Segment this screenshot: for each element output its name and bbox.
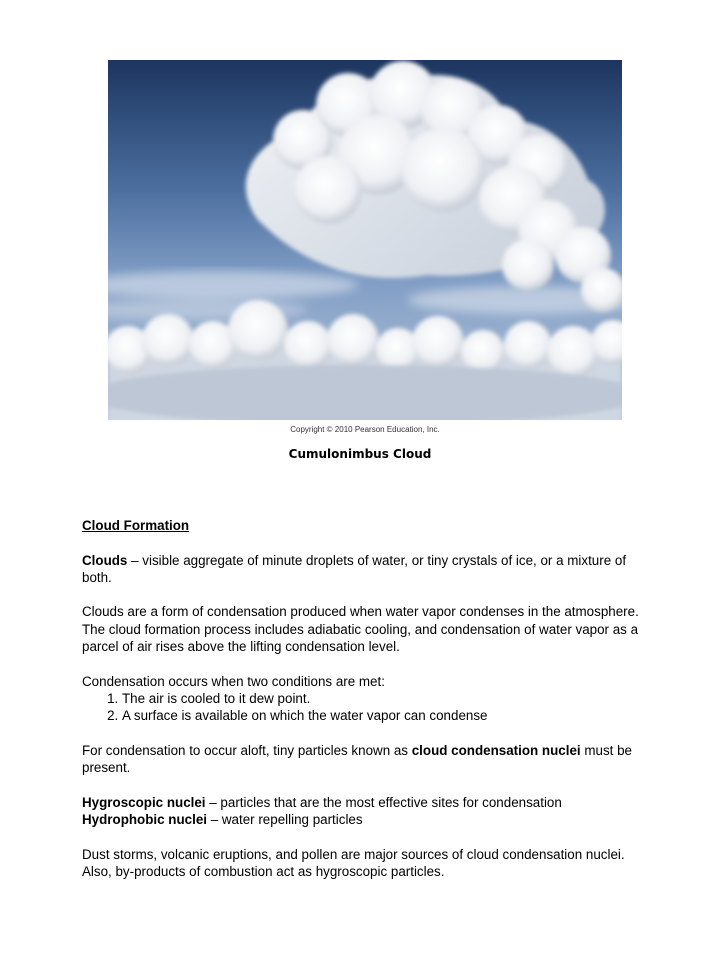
aloft-text-before: For condensation to occur aloft, tiny particles known as	[82, 742, 412, 758]
sources-paragraph: Dust storms, volcanic eruptions, and pollen are major sources of cloud condensation nuclei. Also, by-products of combustion act as hygroscopic particles.	[82, 846, 625, 879]
clouds-definition	[82, 552, 642, 587]
clouds-term: Clouds	[82, 552, 128, 568]
condition-item: 1. The air is cooled to it dew point.	[122, 690, 642, 707]
hygroscopic-definition	[82, 794, 642, 811]
hygroscopic-term: Hygroscopic nuclei	[82, 794, 206, 810]
condensation-paragraph: Clouds are a form of condensation produced when water vapor condenses in the atmosphere. The cloud formation process includes adiabatic cooling, and condensation of water vapor as a parcel of air rises above the lifting condensation level.	[82, 604, 639, 655]
figure-caption: Cumulonimbus Cloud	[288, 447, 432, 461]
hydrophobic-definition	[82, 811, 642, 828]
copyright-notice: Copyright © 2010 Pearson Education, Inc.	[290, 425, 440, 434]
hydrophobic-term: Hydrophobic nuclei	[82, 812, 207, 828]
cloud-condensation-nuclei-term: cloud condensation nuclei	[411, 742, 581, 758]
cloud-formation-section	[82, 517, 642, 898]
clouds-definition-text: – visible aggregate of minute droplets of water, or tiny crystals of ice, or a mixture of both.	[82, 552, 627, 585]
conditions-list	[82, 690, 642, 725]
hygroscopic-text: – particles that are the most effective sites for condensation	[205, 794, 562, 810]
cumulonimbus-cloud-photo	[108, 60, 622, 420]
conditions-intro: Condensation occurs when two conditions are met:	[82, 673, 385, 689]
condition-item: 2. A surface is available on which the water vapor can condense	[122, 707, 642, 724]
section-heading: Cloud Formation	[82, 518, 190, 533]
aloft-paragraph	[82, 742, 642, 777]
cloud-photo-illustration	[108, 60, 622, 420]
aloft-text-after: must be present.	[82, 742, 632, 776]
hydrophobic-text: – water repelling particles	[207, 812, 363, 828]
